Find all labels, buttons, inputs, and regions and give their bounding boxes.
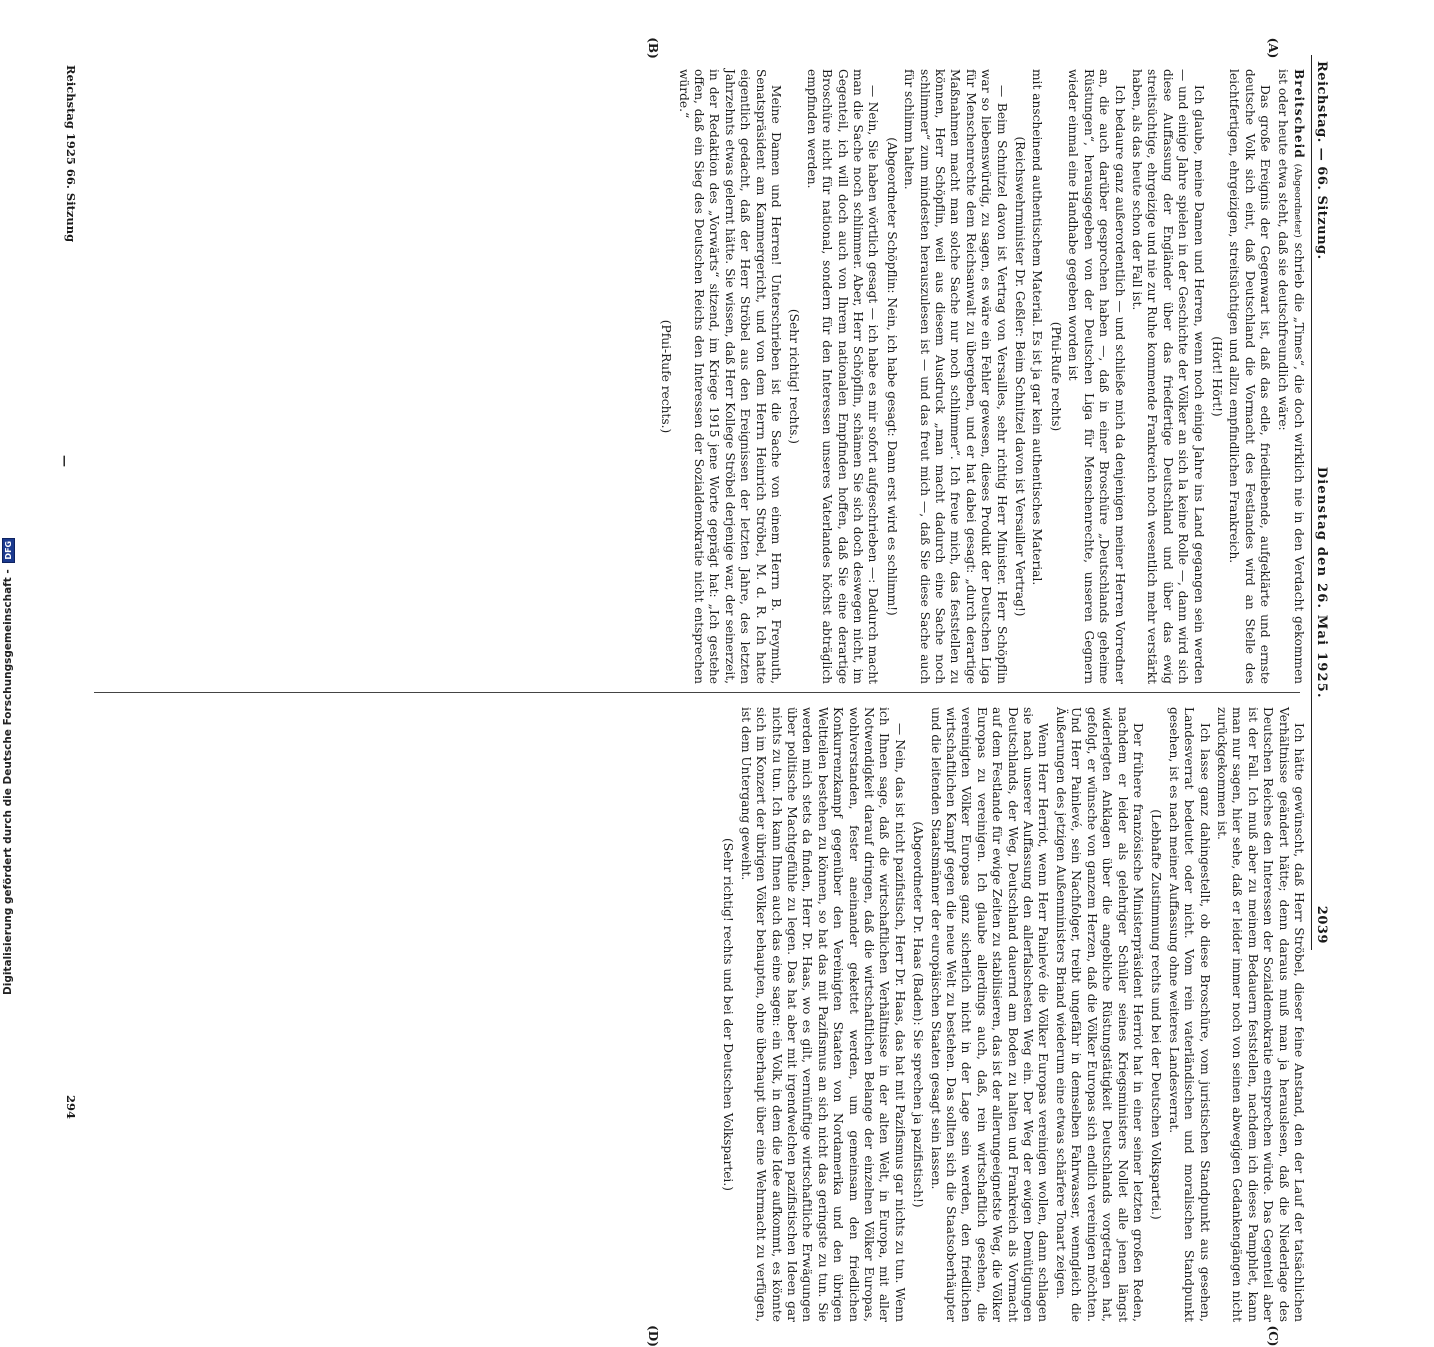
margin-mark-d: (D) bbox=[646, 1325, 660, 1347]
margin-mark-a: (A) bbox=[1266, 37, 1280, 59]
paragraph: — Nein, das ist nicht pazifistisch, Herr Dr. Haas, das hat mit Pazifismus gar nichts zu tun. Wenn ich Ihnen sage, daß die wirtschaftlichen Verhältnisse in der alten Welt, in Europa, mit aller Notwendigkeit darauf dringen, daß die wirtschaftlichen Belange der einzelnen Völker Europas, wohlverstanden, fester aneinander gekettet werden, um gemeinsam den friedlichen Konkurrenzkampf gegenüber den Vereinigten Staaten von Nordamerika und den übrigen Weltteilen bestehen zu können, so hat das mit Pazifismus an sich nicht das geringste zu tun. Sie werden mich stets da finden, Herr Dr. Haas, wo es gilt, vernünftige wirtschaftliche Erwägungen über politische Machtgefühle zu legen. Das hat aber mit irgendwelchen pazifistischen Ideen gar nichts zu tun. Ich kann Ihnen auch das eine sagen: ein Volk, in dem die Idee aufkommt, es könnte sich im Konzert der übrigen Völker behaupten, ohne überhaupt über eine Wehrmacht zu verfügen, ist dem Untergang geweiht. bbox=[738, 707, 907, 1322]
quote-paragraph: Das große Ereignis der Gegenwart ist, daß das edle, friedliebende, aufgeklärte und ernste deutsche Volk sich eint, daß Deutschland die Vormacht des Festlandes wird an Stelle des leichtfertigen, ehrgeizigen, streitsüchtigen und allzu empfindlichen Frankreich. bbox=[1227, 69, 1273, 684]
interjection: (Abgeordneter Schöpflin: Nein, ich habe gesagt: Dann erst wird es schlimm!) bbox=[884, 137, 899, 616]
paragraph: Ich hätte gewünscht, daß Herr Ströbel, dieser feine Anstand, den der Lauf der tatsächlichen Verhältnisse geändert hätte; denn daraus muß man ja herauslesen, daß die Niederlage des Deutschen Reiches den Interessen der Sozialdemokratie entsprechen würde. Das Gegenteil aber ist der Fall. Ich muß aber zu meinem Bedauern feststellen, nachdem ich dieses Pamphlet, kann man nur sagen, hier sehe, daß er leider immer noch von seinen abwegigen Gedankengängen nicht zurückgekommen ist. bbox=[1214, 707, 1306, 1322]
footer-page-number: 294 bbox=[64, 1095, 78, 1120]
paragraph: Der frühere französische Ministerpräsident Herriot hat in einer seiner letzten großen Reden, nachdem er leider als gelehriger Schüler seines Kriegsministers Nollet alle jenen längst widerlegten Anklagen über die angebliche Rüstungstätigkeit Deutschlands vorgetragen hat, gefolgt, er wünsche von ganzem Herzen, daß die Völker Europas sich endlich vereinigen möchten. Und Herr Painlevé, sein Nachfolger, treibt ungefähr in demselben Fahrwasser, wenngleich die Äußerungen des jetzigen Außenministers Briand wiederum eine etwas schärfere Tonart zeigen. bbox=[1053, 707, 1145, 1322]
interjection: (Sehr richtig! rechts.) bbox=[787, 308, 802, 445]
dfg-logo: DFG bbox=[2, 538, 15, 563]
page-footer bbox=[58, 55, 78, 1120]
interjection: (Pfui-Rufe rechts.) bbox=[659, 319, 674, 434]
paragraph: — Beim Schnitzel davon ist Vertrag von Versailles, sehr richtig Herr Minister. Herr Schöpflin war so liebenswürdig, zu sagen, es wäre ein Fehler gewesen, dieses Produkt der Deutschen Liga für Menschenrechte dem Reichsanwalt zu übergeben, und er hat dabei gesagt: „durch derartige Maßnahmen macht man solche Sache nur noch schlimmer“. Ich freue mich, das feststellen zu können, Herr Schöpflin, weil aus diesem Ausdruck „man macht dadurch eine Sache noch schlimmer“ zum mindesten herauszulesen ist — und das freut mich —, daß Sie diese Sache auch für schlimm halten. bbox=[902, 69, 1009, 684]
interjection: (Pfui-Rufe rechts) bbox=[1048, 321, 1063, 432]
speaker-name: Breitscheid bbox=[1292, 69, 1306, 159]
paragraph: Wenn Herr Herriot, wenn Herr Painlevé die Völker Europas vereinigen wollen, dann schlagen sie nach unserer Auffassung den allerfalschesten Weg ein. Der Weg der ewigen Demütigungen Deutschlands, der Weg, Deutschland dauernd am Boden zu halten und Frankreich als Vormacht auf dem Festlande für ewige Zeiten zu stabilisieren, das ist der allerungeeignetste Weg, die Völker Europas zu vereinigen. Ich glaube allerdings auch, daß, rein wirtschaftlich gesehen, die vereinigten Völker Europas ganz sicherlich nicht in der Lage sein werden, den friedlichen wirtschaftlichen Kampf gegen die neue Welt zu bestehen. Das sollten sich die Staatsoberhäupter und die leitenden Staatsmänner der europäischen Staaten gesagt sein lassen. bbox=[928, 707, 1051, 1322]
page-header bbox=[1311, 55, 1340, 950]
header-center: Dienstag den 26. Mai 1925. bbox=[1314, 466, 1329, 699]
margin-mark-b: (B) bbox=[646, 37, 660, 59]
paragraph: Ich glaube, meine Damen und Herren, wenn noch einige Jahre ins Land gegangen sein werden — und einige Jahre spielen in der Geschichte der Völker an sich la keine Rolle —, dann wird sich diese Auffassung der Engländer über das friedfertige Deutschland und über das ewig streitsüchtige, ehrgeizige und nie zur Ruhe kommende Frankreich noch wesentlich mehr verstärkt haben, als das heute schon der Fall ist. bbox=[1129, 69, 1206, 684]
interjection: (Lebhafte Zustimmung rechts und bei der Deutschen Volkspartei.) bbox=[1149, 809, 1164, 1220]
interjection: (Sehr richtig! rechts und bei der Deutschen Volkspartei.) bbox=[721, 838, 736, 1191]
speaker-role: (Abgeordneter) bbox=[1292, 163, 1303, 238]
paragraph: Ich bedaure ganz außerordentlich — und schließe mich da denjenigen meiner Herren Vorredner an, die auch darüber gesprochen haben —, daß in einer Broschüre „Deutschlands geheime Rüstungen“, herausgegeben von der Deutschen Liga für Menschenrechte, unseren Gegnern wieder einmal eine Handhabe gegeben worden ist bbox=[1066, 69, 1127, 684]
paragraph: Meine Damen und Herren! Unterschrieben ist die Sache von einem Herrn B. Freymuth, Senatspräsident am Kammergericht, und von dem Herrn Heinrich Ströbel, M. d. R. Ich hatte eigentlich gedacht, daß der Herr Ströbel aus den Ereignissen der letzten Jahre, des letzten Jahrzehnts etwas gelernt hätte. Sie wissen, daß Herr Kollege Ströbel derjenige war, der seinerzeit, in der Redaktion des „Vorwärts“ sitzend, im Kriege 1915 jene Worte geprägt hat: „Ich gestehe offen, daß ein Sieg des Deutschen Reichs den Interessen der Sozialdemokratie nicht entsprechen würde.“ bbox=[676, 69, 783, 684]
digitization-credit bbox=[2, 540, 18, 995]
credit-text: Digitalisierung gefördert durch die Deutsche Forschungsgemeinschaft - bbox=[2, 569, 14, 995]
paragraph: — Nein, Sie haben wörtlich gesagt — ich habe es mir sofort aufgeschrieben —: Dadurch macht man die Sache noch schlimmer. Aber, Herr Schöpflin, schämen Sie sich doch deswegen nicht, im Gegenteil, ich will doch auch von Ihrem nationalen Empfinden hoffen, daß Sie eine derartige Broschüre nicht für national, sondern für den Interessen unseres Vaterlandes höchst abträglich empfinden werden. bbox=[804, 69, 881, 684]
paragraph-text: schrieb die „Times“, die doch wirklich nie in den Verdacht gekommen ist oder heute etwa steht, daß sie deutschfreundlich wäre: bbox=[1275, 69, 1306, 685]
interjection: (Abgeordneter Dr. Haas (Baden): Sie sprechen ja pazifistisch!) bbox=[911, 821, 926, 1208]
rotated-document-page bbox=[50, 37, 1340, 1347]
right-column bbox=[90, 707, 1306, 1322]
paragraph: mit anscheinend authentischem Material. Es ist ja gar kein authentisches Material. bbox=[1030, 69, 1045, 586]
paragraph: Ich lasse ganz dahingestellt, ob diese Broschüre, vom juristischen Standpunkt aus gesehen, Landesverrat bedeutet oder nicht. Vom rein vaterländischen und moralischen Standpunkt gesehen, ist es nach meiner Auffassung ohne weiteres Landesverrat. bbox=[1166, 707, 1212, 1322]
header-left: Reichstag. — 66. Sitzung. bbox=[1314, 61, 1329, 260]
header-page-number: 2039 bbox=[1314, 905, 1329, 944]
footer-left: Reichstag 1925 66. Sitzung bbox=[64, 65, 78, 243]
interjection: (Reichswehrminister Dr. Geßler: Beim Schnitzel davon ist Versailler Vertrag!) bbox=[1013, 136, 1028, 617]
left-column bbox=[90, 69, 1306, 684]
margin-mark-c: (C) bbox=[1266, 1325, 1280, 1347]
column-divider bbox=[94, 692, 1300, 693]
footer-separator: — bbox=[58, 455, 72, 467]
interjection: (Hört! Hört!) bbox=[1209, 336, 1224, 417]
paragraph bbox=[1274, 69, 1306, 684]
